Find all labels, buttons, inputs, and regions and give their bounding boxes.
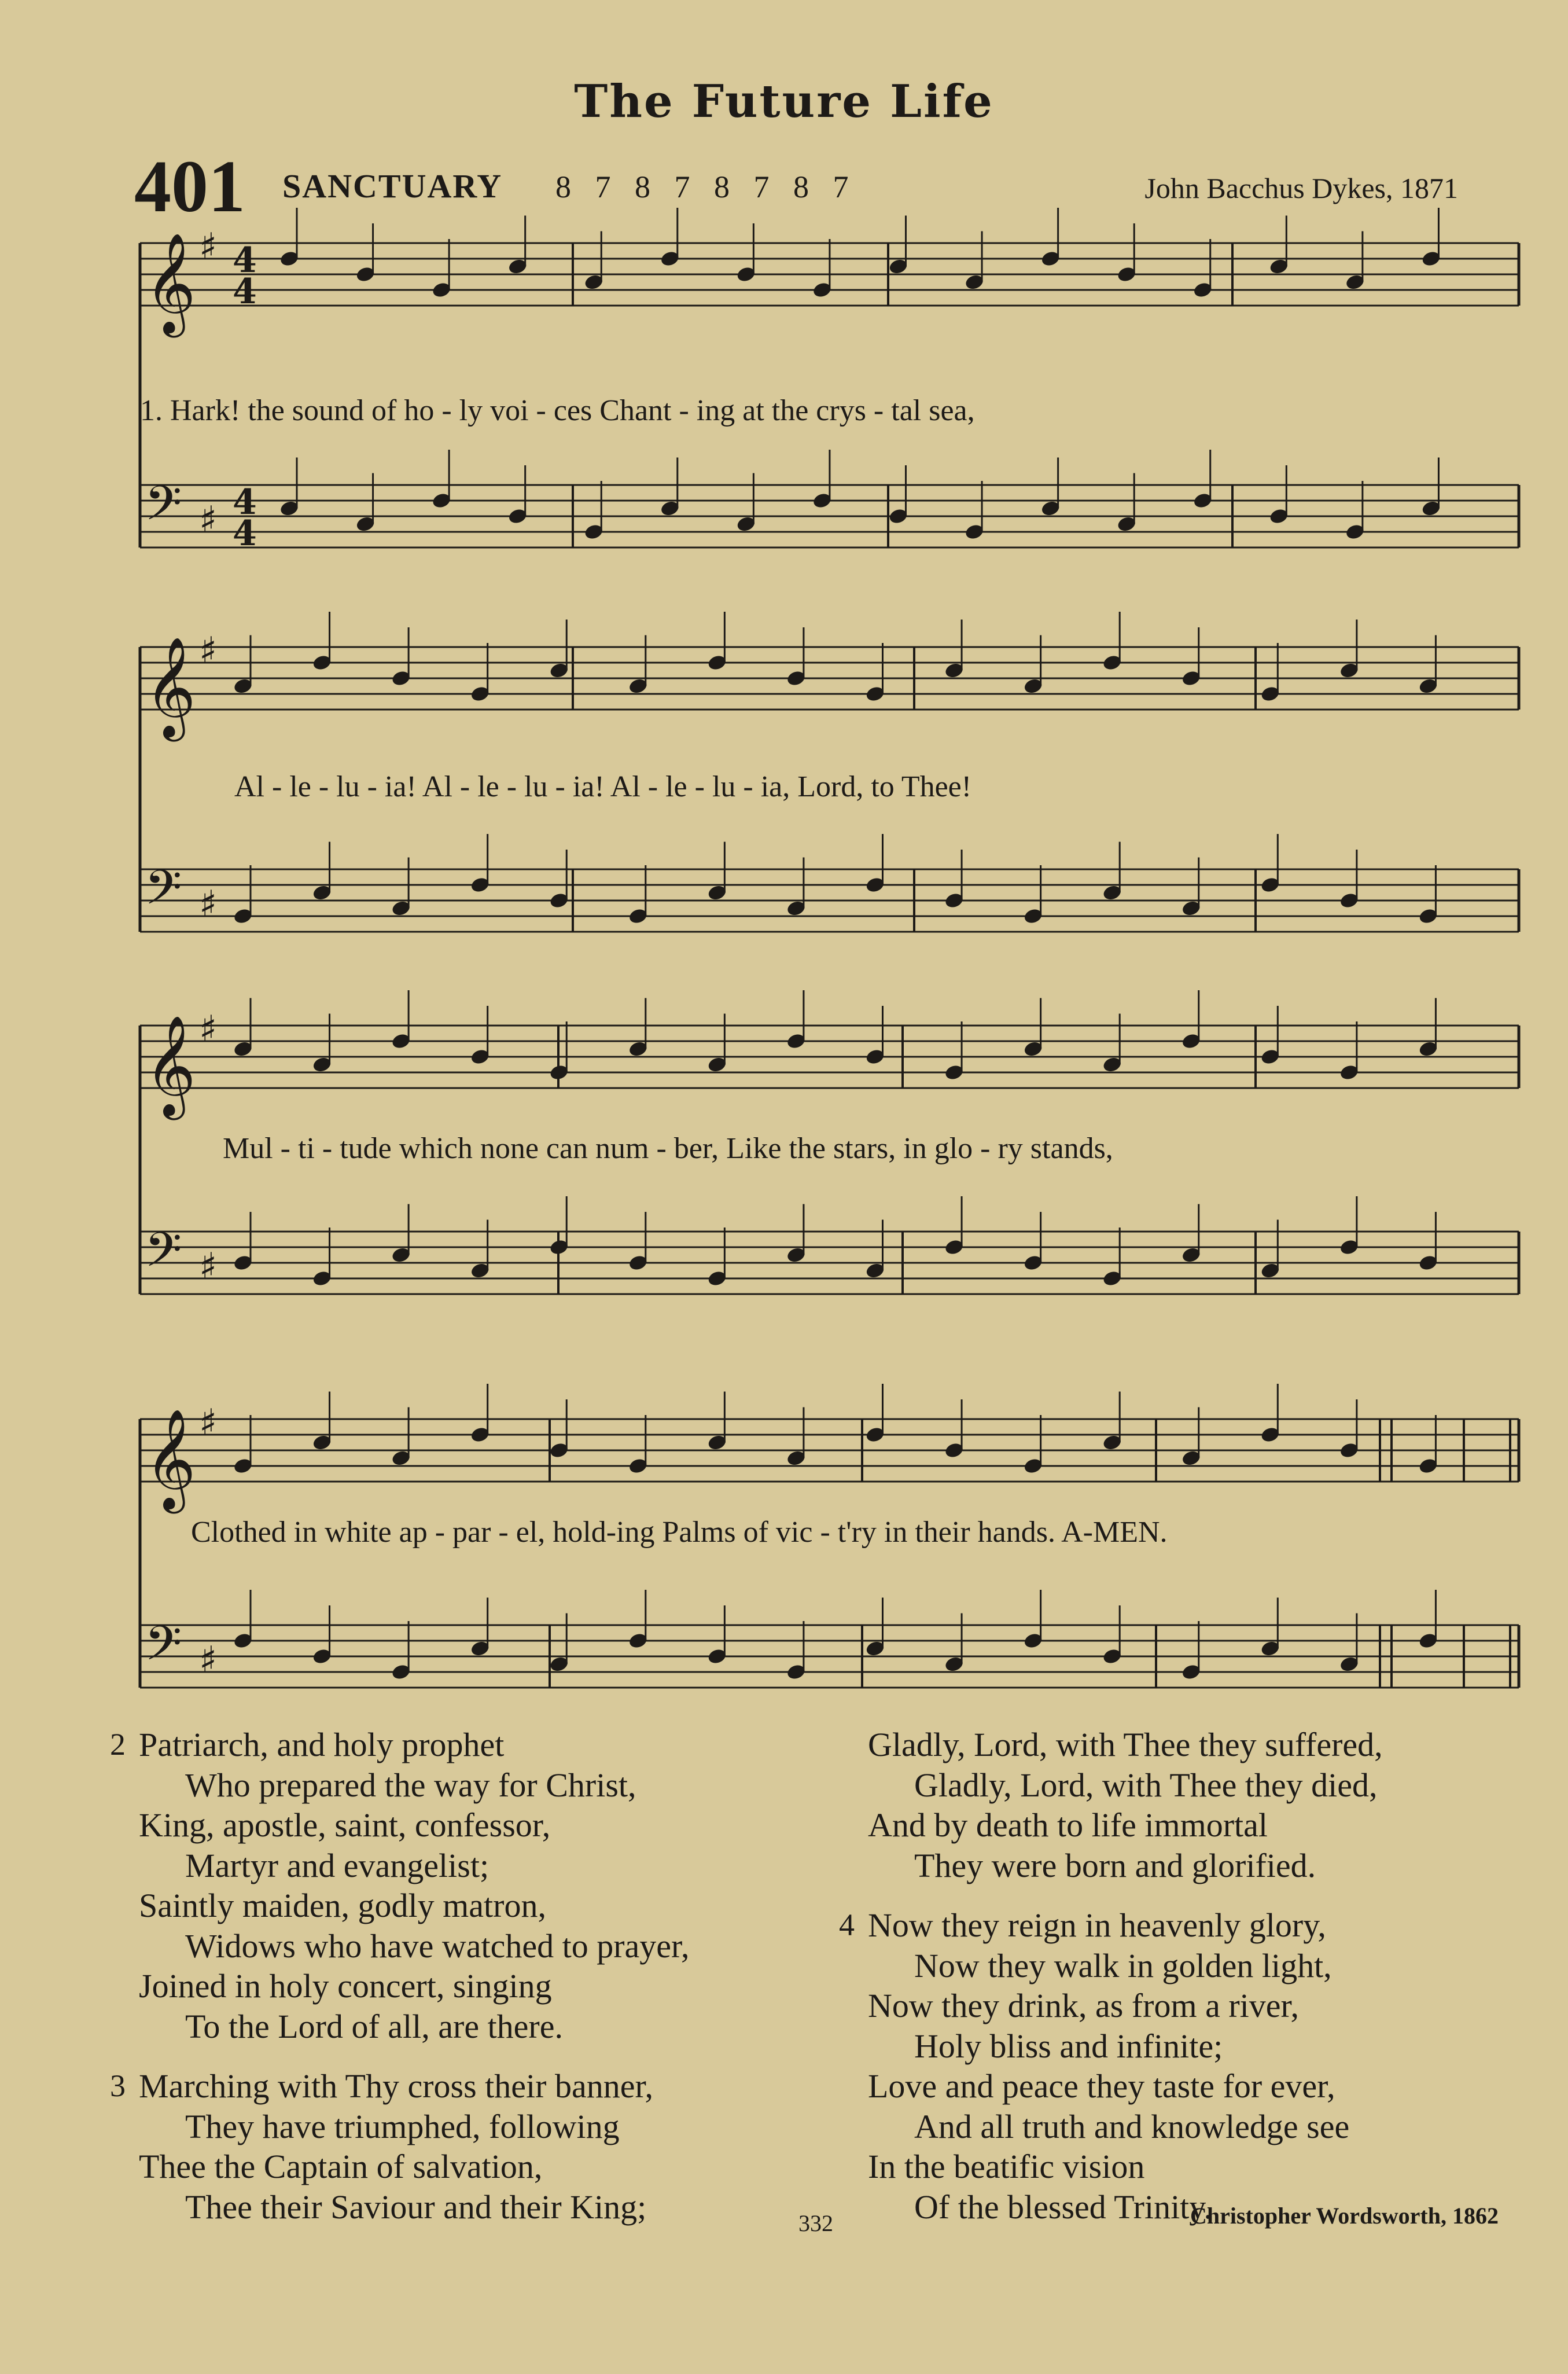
time-signature: 4 (233, 240, 257, 281)
verse-line: They were born and glorified. (914, 1846, 1316, 1884)
key-signature-sharp-icon: ♯ (199, 1245, 217, 1288)
key-signature-sharp-icon: ♯ (199, 1402, 217, 1445)
verse-line: Now they walk in golden light, (914, 1946, 1332, 1985)
time-signature: 4 (233, 513, 257, 554)
verses-right-column (839, 1725, 1527, 2247)
treble-clef-icon: 𝄞 (145, 1409, 196, 1509)
key-signature-sharp-icon: ♯ (199, 226, 217, 269)
verse-line: Of the blessed Trinity. (914, 2188, 1213, 2226)
verse-line: They have triumphed, following (185, 2107, 620, 2145)
bass-clef-icon: 𝄢 (145, 475, 182, 543)
verse-number: 3 (110, 2068, 126, 2103)
hymn-number: 401 (134, 145, 245, 227)
verse-number: 4 (839, 1908, 855, 1942)
key-signature-sharp-icon: ♯ (199, 630, 217, 672)
page-number: 332 (798, 2210, 833, 2236)
verses-left-column (110, 1725, 833, 2247)
key-signature-sharp-icon: ♯ (199, 1639, 217, 1682)
verse-line: Saintly maiden, godly matron, (139, 1887, 546, 1924)
verse-line: Patriarch, and holy prophet (139, 1726, 505, 1763)
treble-clef-icon: 𝄞 (145, 637, 196, 737)
verse-line: Holy bliss and infinite; (914, 2027, 1223, 2065)
key-signature-sharp-icon: ♯ (199, 883, 217, 926)
verse-3-continued (868, 1725, 1527, 1886)
verse-line: Marching with Thy cross their banner, (139, 2067, 653, 2105)
verse-line: Thee their Saviour and their King; (185, 2188, 647, 2226)
verse-line: To the Lord of all, are there. (185, 2007, 563, 2045)
verse-line: Gladly, Lord, with Thee they died, (914, 1766, 1378, 1804)
composer: John Bacchus Dykes, 1871 (1144, 172, 1458, 204)
section-title: The Future Life (574, 75, 994, 128)
bass-clef-icon: 𝄢 (145, 1615, 182, 1683)
verse-line: Love and peace they taste for ever, (868, 2067, 1335, 2105)
verse-line: Joined in holy concert, singing (139, 1967, 552, 2005)
tune-name: SANCTUARY (282, 167, 503, 205)
verse-3 (110, 2066, 833, 2227)
lyric-line-3: Mul - ti - tude which none can num - ber, Like the stars, in glo - ry stands, (223, 1132, 1113, 1165)
treble-clef-icon: 𝄞 (145, 1015, 196, 1116)
lyric-line-1: 1. Hark! the sound of ho - ly voi - ces Chant - ing at the crys - tal sea, (140, 394, 975, 427)
key-signature-sharp-icon: ♯ (199, 1008, 217, 1051)
verse-line: In the beatific vision (868, 2148, 1145, 2185)
verse-line: Now they drink, as from a river, (868, 1987, 1300, 2024)
verse-number: 2 (110, 1727, 126, 1762)
time-signature: 4 (233, 271, 257, 312)
key-signature-sharp-icon: ♯ (199, 499, 217, 542)
text-author: Christopher Wordsworth, 1862 (1190, 2203, 1499, 2229)
verse-line: Widows who have watched to prayer, (185, 1927, 690, 1965)
verse-line: Now they reign in heavenly glory, (868, 1906, 1326, 1944)
bass-clef-icon: 𝄢 (145, 859, 182, 927)
treble-clef-icon: 𝄞 (145, 233, 196, 333)
lyric-line-4: Clothed in white ap - par - el, hold-ing Palms of vic - t'ry in their hands. A-MEN. (191, 1516, 1168, 1549)
verse-line: And all truth and knowledge see (914, 2107, 1350, 2145)
verse-4 (839, 1905, 1527, 2227)
lyric-line-2: Al - le - lu - ia! Al - le - lu - ia! Al - le - lu - ia, Lord, to Thee! (234, 770, 972, 803)
verse-line: Martyr and evangelist; (185, 1846, 489, 1884)
verse-line: And by death to life immortal (868, 1806, 1268, 1844)
verse-line: Gladly, Lord, with Thee they suffered, (868, 1726, 1383, 1763)
verse-2 (110, 1725, 833, 2046)
verse-line: Thee the Captain of salvation, (139, 2148, 543, 2185)
bass-clef-icon: 𝄢 (145, 1222, 182, 1289)
meter: 8 7 8 7 8 7 8 7 (555, 170, 857, 204)
verse-line: King, apostle, saint, confessor, (139, 1806, 551, 1844)
time-signature: 4 (233, 482, 257, 523)
verse-line: Who prepared the way for Christ, (185, 1766, 636, 1804)
